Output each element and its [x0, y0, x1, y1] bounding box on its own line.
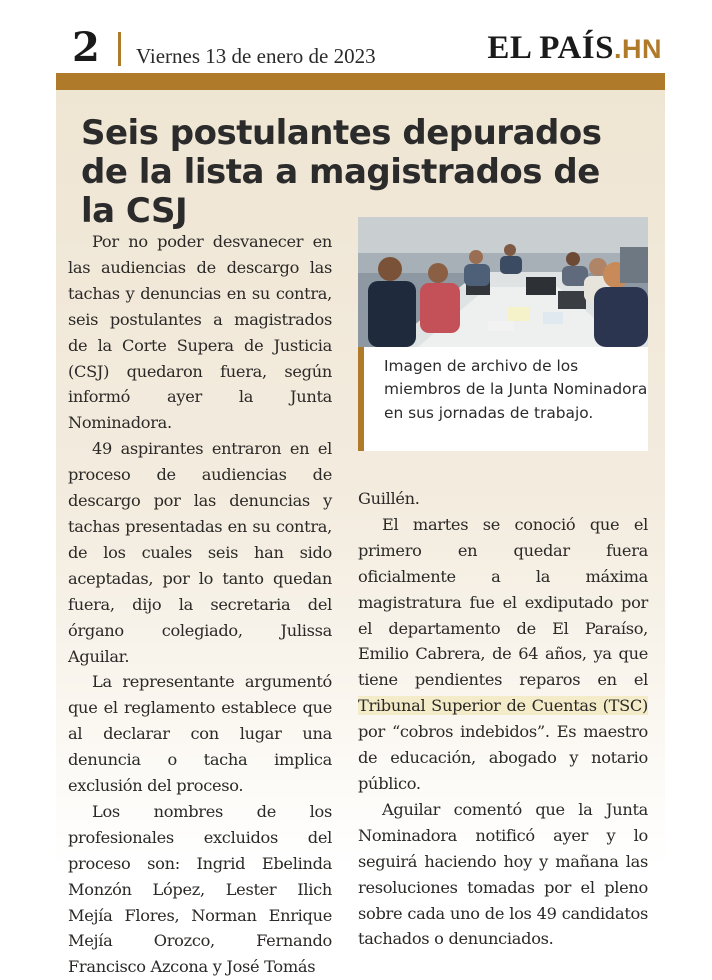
paragraph-5-end: por “cobros indebidos”. Es maestro de educación, abogado y notario público. [358, 722, 648, 793]
highlighted-tsc: Tribunal Superior de Cuentas (TSC) [358, 696, 648, 716]
article-column-left [68, 229, 332, 980]
paragraph-2: 49 aspirantes entraron en el proceso de audiencias de descargo por las denuncias y tachas presentadas en su contra, de los cuales seis han sido aceptadas, por lo tanto quedan fuera, dijo la secretaria del órgano colegiado, Julissa Aguilar. [68, 439, 332, 666]
paragraph-3: La representante argumentó que el reglamento establece que al declarar con lugar una denuncia o tacha implica exclusión del proceso. [68, 672, 332, 796]
article-headline: Seis postulantes depurados de la lista a magistrados de la CSJ [81, 113, 602, 231]
photo-figure [358, 217, 648, 451]
newspaper-logo [487, 30, 662, 67]
issue-date: Viernes 13 de enero de 2023 [136, 44, 376, 68]
header-accent-bar [56, 73, 665, 90]
page-number: 2 [72, 24, 100, 71]
header-divider [118, 32, 121, 66]
caption-panel [358, 347, 648, 451]
photo-caption: Imagen de archivo de los miembros de la Junta Nominadora en sus jornadas de trabajo. [384, 357, 648, 422]
meeting-photo [358, 217, 648, 347]
paragraph-1: Por no poder desvanecer en las audiencias de descargo las tachas y denuncias en su contra, seis postulantes a magistrados de la Corte Supera de Justicia (CSJ) quedaron fuera, según informó ayer la Junta Nominadora. [68, 232, 332, 433]
continuation-text: Guillén. [358, 489, 420, 508]
paragraph-5-text: El martes se conoció que el primero en quedar fuera oficialmente a la máxima magistratura fue el exdiputado por el departamento de El Paraíso, Emilio Cabrera, de 64 años, ya que tiene pendientes reparos en el [358, 514, 648, 690]
article-column-right [358, 486, 648, 952]
paragraph-5 [358, 512, 648, 797]
meeting-photo-illustration [358, 217, 648, 347]
logo-suffix: .HN [614, 34, 662, 64]
page-header [0, 0, 712, 90]
logo-main: EL PAÍS [487, 30, 614, 66]
paragraph-6: Aguilar comentó que la Junta Nominadora notificó ayer y lo seguirá haciendo hoy y mañana las resoluciones tomadas por el pleno sobre cada uno de los 49 candidatos tachados o denunciados. [358, 799, 648, 949]
paragraph-4: Los nombres de los profesionales excluidos del proceso son: Ingrid Ebelinda Monzón López, Lester Ilich Mejía Flores, Norman Enrique Mejía Orozco, Fernando Francisco Azcona y José Tomás [68, 801, 332, 977]
